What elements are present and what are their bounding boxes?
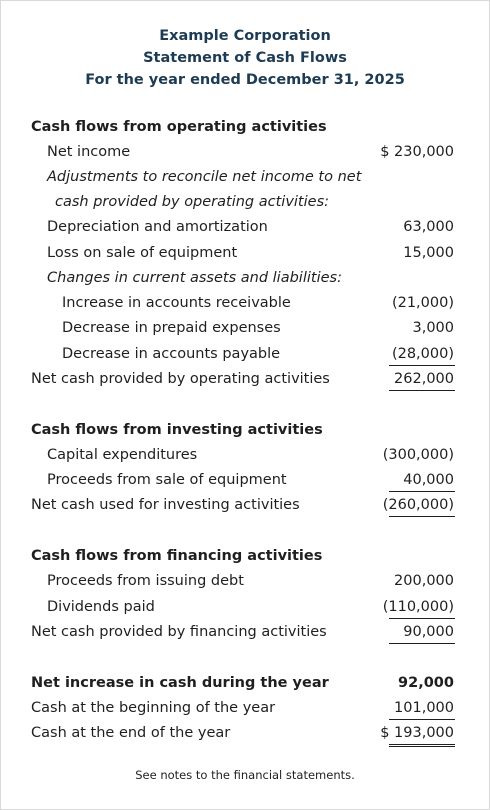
investing-total-amount: (260,000) — [382, 497, 454, 513]
proceeds-label: Proceeds from sale of equipment — [47, 472, 287, 488]
beginning-cash-row — [0, 696, 490, 721]
investing-heading-row — [0, 418, 490, 443]
adjustments-row-1 — [0, 165, 490, 190]
loss-label: Loss on sale of equipment — [47, 245, 238, 261]
ending-cash-amount: $ 193,000 — [380, 725, 454, 741]
proceeds-row — [0, 468, 490, 493]
changes-label: Changes in current assets and liabilities: — [47, 270, 342, 286]
operating-total-label: Net cash provided by operating activities — [31, 371, 330, 387]
ending-cash-label: Cash at the end of the year — [31, 725, 231, 741]
footnote: See notes to the financial statements. — [135, 768, 355, 782]
adjustments-label-line2: cash provided by operating activities: — [55, 194, 330, 210]
dividends-row — [0, 595, 490, 620]
statement-title: Statement of Cash Flows — [143, 50, 347, 66]
financing-total-rule — [389, 643, 455, 644]
financing-total-label: Net cash provided by financing activities — [31, 624, 327, 640]
payable-label: Decrease in accounts payable — [62, 346, 281, 362]
depreciation-label: Depreciation and amortization — [47, 219, 268, 235]
adjustments-label-line1: Adjustments to reconcile net income to net — [47, 169, 362, 185]
operating-total-rule — [389, 390, 455, 391]
financing-total-row — [0, 620, 490, 645]
investing-subtotal-rule — [389, 491, 455, 492]
dividends-label: Dividends paid — [47, 599, 155, 615]
statement-period: For the year ended December 31, 2025 — [85, 72, 405, 88]
beginning-cash-rule — [389, 719, 455, 720]
depreciation-amount: 63,000 — [403, 219, 454, 235]
financing-total-amount: 90,000 — [403, 624, 454, 640]
net-income-amount: $ 230,000 — [380, 144, 454, 160]
operating-subtotal-rule — [389, 365, 455, 366]
adjustments-row-2 — [0, 190, 490, 215]
operating-heading: Cash flows from operating activities — [31, 119, 327, 135]
loss-amount: 15,000 — [403, 245, 454, 261]
debt-label: Proceeds from issuing debt — [47, 573, 244, 589]
financing-heading: Cash flows from financing activities — [31, 548, 323, 564]
financing-subtotal-rule — [389, 618, 455, 619]
changes-row — [0, 266, 490, 291]
prepaid-amount: 3,000 — [412, 320, 454, 336]
loss-row — [0, 241, 490, 266]
payable-row — [0, 342, 490, 367]
investing-heading: Cash flows from investing activities — [31, 422, 323, 438]
capex-label: Capital expenditures — [47, 447, 198, 463]
increase-label: Net increase in cash during the year — [31, 675, 329, 691]
debt-amount: 200,000 — [394, 573, 454, 589]
investing-total-row — [0, 493, 490, 518]
net-income-label: Net income — [47, 144, 131, 160]
investing-total-rule — [389, 516, 455, 517]
prepaid-label: Decrease in prepaid expenses — [62, 320, 281, 336]
increase-row — [0, 671, 490, 696]
debt-row — [0, 569, 490, 594]
proceeds-amount: 40,000 — [403, 472, 454, 488]
operating-total-row — [0, 367, 490, 392]
financing-heading-row — [0, 544, 490, 569]
capex-row — [0, 443, 490, 468]
depreciation-row — [0, 215, 490, 240]
net-income-row — [0, 140, 490, 165]
increase-amount: 92,000 — [398, 675, 454, 691]
receivable-label: Increase in accounts receivable — [62, 295, 291, 311]
dividends-amount: (110,000) — [382, 599, 454, 615]
receivable-amount: (21,000) — [391, 295, 454, 311]
operating-total-amount: 262,000 — [394, 371, 454, 387]
ending-cash-row — [0, 721, 490, 746]
beginning-cash-amount: 101,000 — [394, 700, 454, 716]
prepaid-row — [0, 316, 490, 341]
receivable-row — [0, 291, 490, 316]
investing-total-label: Net cash used for investing activities — [31, 497, 300, 513]
capex-amount: (300,000) — [382, 447, 454, 463]
beginning-cash-label: Cash at the beginning of the year — [31, 700, 276, 716]
payable-amount: (28,000) — [391, 346, 454, 362]
company-name: Example Corporation — [159, 28, 331, 44]
ending-cash-double-rule — [389, 744, 455, 747]
operating-heading-row — [0, 115, 490, 140]
